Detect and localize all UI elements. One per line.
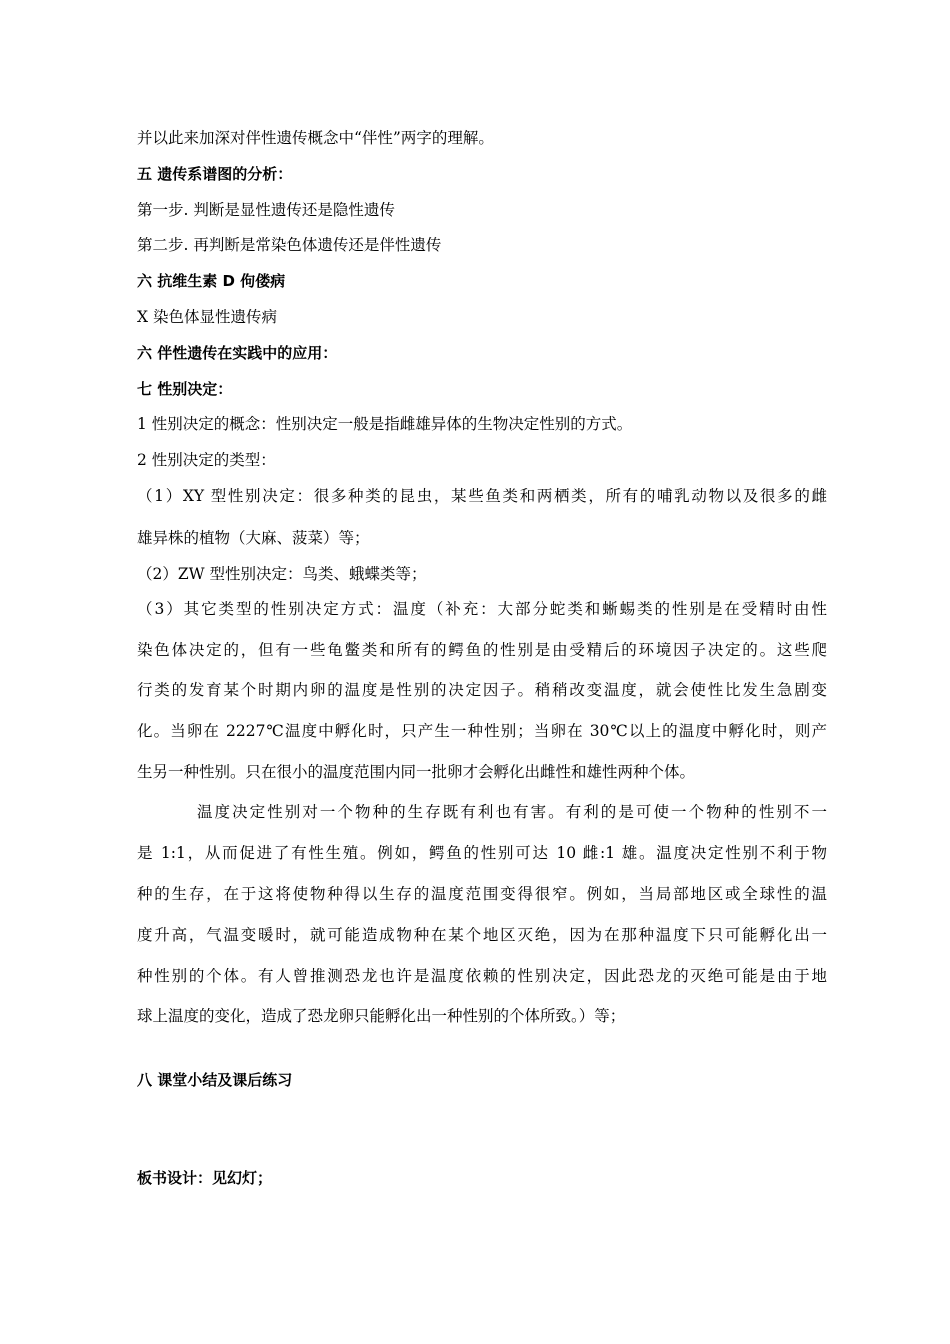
paragraph-line: 2 性别决定的类型： bbox=[137, 451, 276, 469]
paragraph-line: 生另一种性别。只在很小的温度范围内同一批卵才会孵化出雌性和雄性两种个体。 bbox=[137, 763, 696, 781]
paragraph-line: 种的生存，在于这将使物种得以生存的温度范围变得很窄。例如，当局部地区或全球性的温 bbox=[137, 885, 827, 903]
section-heading: 六 伴性遗传在实践中的应用： bbox=[137, 344, 338, 362]
section-heading: 六 抗维生素 D 佝偻病 bbox=[137, 272, 286, 290]
paragraph-line: X 染色体显性遗传病 bbox=[137, 308, 277, 326]
paragraph-line: 是 1:1，从而促进了有性生殖。例如，鳄鱼的性别可达 10 雌:1 雄。温度决定性别不利于物 bbox=[137, 844, 827, 862]
section-heading: 七 性别决定： bbox=[137, 380, 233, 398]
paragraph-line: 度升高，气温变暖时，就可能造成物种在某个地区灭绝，因为在那种温度下只可能孵化出一 bbox=[137, 926, 827, 944]
paragraph-line: 球上温度的变化，造成了恐龙卵只能孵化出一种性别的个体所致。）等； bbox=[137, 1007, 626, 1025]
paragraph-line: 雄异株的植物（大麻、菠菜）等； bbox=[137, 529, 370, 547]
paragraph-line: 并以此来加深对伴性遗传概念中“伴性”两字的理解。 bbox=[137, 129, 494, 147]
section-heading: 八 课堂小结及课后练习 bbox=[137, 1071, 293, 1089]
paragraph-line: 化。当卵在 2227℃温度中孵化时，只产生一种性别；当卵在 30℃以上的温度中孵化时，则产 bbox=[137, 722, 827, 740]
paragraph-line: （2）ZW 型性别决定：鸟类、蛾蝶类等； bbox=[137, 565, 427, 583]
paragraph-line: （3）其它类型的性别决定方式：温度（补充：大部分蛇类和蜥蜴类的性别是在受精时由性 bbox=[137, 600, 827, 618]
paragraph-line: 种性别的个体。有人曾推测恐龙也许是温度依赖的性别决定，因此恐龙的灭绝可能是由于地 bbox=[137, 967, 827, 985]
paragraph-line: 染色体决定的，但有一些龟鳖类和所有的鳄鱼的性别是由受精后的环境因子决定的。这些爬 bbox=[137, 641, 827, 659]
step-line: 第二步. 再判断是常染色体遗传还是伴性遗传 bbox=[137, 236, 442, 254]
section-heading: 板书设计：见幻灯； bbox=[137, 1169, 273, 1187]
paragraph-line: 1 性别决定的概念：性别决定一般是指雌雄异体的生物决定性别的方式。 bbox=[137, 415, 633, 433]
step-line: 第一步. 判断是显性遗传还是隐性遗传 bbox=[137, 201, 395, 219]
section-heading: 五 遗传系谱图的分析： bbox=[137, 165, 293, 183]
paragraph-line: 温度决定性别对一个物种的生存既有利也有害。有利的是可使一个物种的性别不一 bbox=[197, 803, 827, 821]
paragraph-line: 行类的发育某个时期内卵的温度是性别的决定因子。稍稍改变温度，就会使性比发生急剧变 bbox=[137, 681, 827, 699]
paragraph-line: （1）XY 型性别决定：很多种类的昆虫，某些鱼类和两栖类，所有的哺乳动物以及很多的雌 bbox=[137, 487, 827, 505]
